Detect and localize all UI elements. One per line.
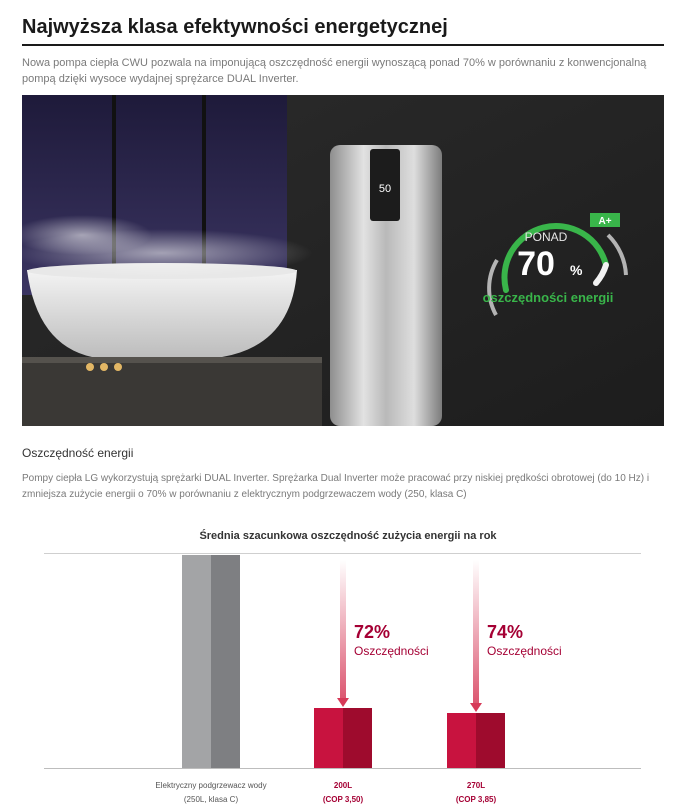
savings-percent-2: 74% xyxy=(487,622,524,642)
category-label-line2: (COP 3,85) xyxy=(455,795,497,804)
savings-label-2: Oszczędności xyxy=(487,644,562,658)
savings-arrow-2 xyxy=(473,560,479,703)
category-label-line1: Elektryczny podgrzewacz wody xyxy=(155,781,267,790)
bar-1 xyxy=(314,708,372,768)
category-label-2 xyxy=(396,779,556,807)
gauge-unit: % xyxy=(570,262,583,278)
category-label-line1: 270L xyxy=(466,781,486,790)
title-divider xyxy=(22,44,664,46)
gauge-value: 70 xyxy=(517,245,555,283)
savings-percent-1: 72% xyxy=(354,622,391,642)
savings-arrow-head-1 xyxy=(337,698,349,707)
hero-image xyxy=(22,95,664,426)
category-label-line2: (250L, klasa C) xyxy=(183,795,239,804)
device-display: 50 xyxy=(378,183,392,195)
category-label-line1: 200L xyxy=(333,781,353,790)
hero-scene xyxy=(22,95,664,426)
savings-arrow-1 xyxy=(340,560,346,698)
gauge-prefix: PONAD xyxy=(524,230,568,244)
chart-top-rule xyxy=(44,553,641,554)
chart-title: Średnia szacunkowa oszczędność zużycia energii na rok xyxy=(199,530,497,542)
savings-arrow-head-2 xyxy=(470,703,482,712)
savings-label-1: Oszczędności xyxy=(354,644,429,658)
savings-heading: Oszczędność energii xyxy=(22,446,134,460)
bar-0 xyxy=(182,555,240,768)
category-label-line2: (COP 3,50) xyxy=(322,795,364,804)
chart-baseline xyxy=(44,768,641,769)
page-title: Najwyższa klasa efektywności energetycznej xyxy=(22,16,448,38)
bathtub xyxy=(27,270,297,357)
savings-text: Pompy ciepła LG wykorzystują sprężarki DUAL Inverter. Sprężarka Dual Inverter może pracować przy niskiej prędkości obrotowej (do 10 Hz) i zmniejsza zużycie energii o 70% w porównaniu z elektrycznym podgrzewaczem wody (250, klasa C) xyxy=(22,473,650,500)
intro-text: Nowa pompa ciepła CWU pozwala na imponującą oszczędność energii wynoszącą ponad 70% w porównaniu z konwencjonalną pompą dzięki wysoce wydajnej sprężarce DUAL Inverter. xyxy=(22,57,647,85)
svg-text:A+: A+ xyxy=(598,216,612,227)
gauge-caption: oszczędności energii xyxy=(482,290,614,305)
bar-2 xyxy=(447,713,505,768)
